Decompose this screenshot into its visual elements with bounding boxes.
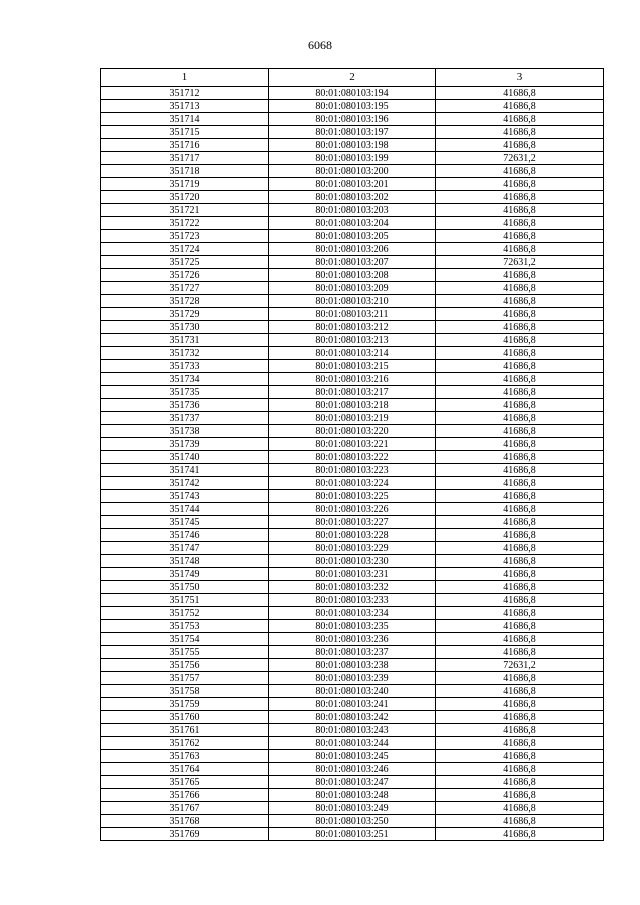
value-cell: 41686,8 [436, 685, 604, 698]
row-number-cell: 351729 [101, 308, 269, 321]
row-number-cell: 351757 [101, 672, 269, 685]
cadastral-number-cell: 80:01:080103:195 [269, 100, 436, 113]
row-number-cell: 351748 [101, 555, 269, 568]
cadastral-number-cell: 80:01:080103:204 [269, 217, 436, 230]
value-cell: 41686,8 [436, 464, 604, 477]
table-row [101, 295, 604, 308]
table-row [101, 581, 604, 594]
cadastral-number-cell: 80:01:080103:237 [269, 646, 436, 659]
value-cell: 41686,8 [436, 750, 604, 763]
row-number-cell: 351722 [101, 217, 269, 230]
cadastral-number-cell: 80:01:080103:220 [269, 425, 436, 438]
cadastral-number-cell: 80:01:080103:228 [269, 529, 436, 542]
table-row [101, 347, 604, 360]
value-cell: 41686,8 [436, 399, 604, 412]
table-row [101, 815, 604, 828]
row-number-cell: 351768 [101, 815, 269, 828]
row-number-cell: 351766 [101, 789, 269, 802]
cadastral-number-cell: 80:01:080103:251 [269, 828, 436, 841]
value-cell: 41686,8 [436, 620, 604, 633]
table-row [101, 308, 604, 321]
table-row [101, 646, 604, 659]
row-number-cell: 351740 [101, 451, 269, 464]
value-cell: 41686,8 [436, 425, 604, 438]
row-number-cell: 351751 [101, 594, 269, 607]
row-number-cell: 351728 [101, 295, 269, 308]
cadastral-number-cell: 80:01:080103:227 [269, 516, 436, 529]
value-cell: 41686,8 [436, 581, 604, 594]
cadastral-number-cell: 80:01:080103:205 [269, 230, 436, 243]
row-number-cell: 351724 [101, 243, 269, 256]
cadastral-number-cell: 80:01:080103:240 [269, 685, 436, 698]
table-row [101, 802, 604, 815]
cadastral-number-cell: 80:01:080103:249 [269, 802, 436, 815]
row-number-cell: 351737 [101, 412, 269, 425]
table-row [101, 425, 604, 438]
row-number-cell: 351716 [101, 139, 269, 152]
table-row [101, 568, 604, 581]
cadastral-number-cell: 80:01:080103:245 [269, 750, 436, 763]
column-header-2: 2 [269, 69, 436, 87]
table-row [101, 256, 604, 269]
cadastral-number-cell: 80:01:080103:222 [269, 451, 436, 464]
table-row [101, 633, 604, 646]
value-cell: 41686,8 [436, 711, 604, 724]
table-row [101, 698, 604, 711]
row-number-cell: 351720 [101, 191, 269, 204]
row-number-cell: 351742 [101, 477, 269, 490]
value-cell: 41686,8 [436, 165, 604, 178]
row-number-cell: 351764 [101, 763, 269, 776]
table-body [101, 87, 604, 841]
value-cell: 72631,2 [436, 256, 604, 269]
row-number-cell: 351759 [101, 698, 269, 711]
value-cell: 41686,8 [436, 737, 604, 750]
value-cell: 41686,8 [436, 334, 604, 347]
row-number-cell: 351730 [101, 321, 269, 334]
value-cell: 41686,8 [436, 477, 604, 490]
table-header [101, 69, 604, 87]
cadastral-number-cell: 80:01:080103:238 [269, 659, 436, 672]
value-cell: 41686,8 [436, 113, 604, 126]
cadastral-number-cell: 80:01:080103:197 [269, 126, 436, 139]
value-cell: 41686,8 [436, 386, 604, 399]
table-row [101, 659, 604, 672]
cadastral-number-cell: 80:01:080103:196 [269, 113, 436, 126]
value-cell: 41686,8 [436, 204, 604, 217]
data-table [100, 68, 604, 841]
row-number-cell: 351739 [101, 438, 269, 451]
cadastral-number-cell: 80:01:080103:213 [269, 334, 436, 347]
table-row [101, 100, 604, 113]
table-row [101, 438, 604, 451]
table-row [101, 464, 604, 477]
value-cell: 41686,8 [436, 828, 604, 841]
value-cell: 41686,8 [436, 126, 604, 139]
value-cell: 41686,8 [436, 672, 604, 685]
value-cell: 41686,8 [436, 607, 604, 620]
value-cell: 41686,8 [436, 243, 604, 256]
cadastral-number-cell: 80:01:080103:198 [269, 139, 436, 152]
cadastral-number-cell: 80:01:080103:239 [269, 672, 436, 685]
cadastral-number-cell: 80:01:080103:236 [269, 633, 436, 646]
table-row [101, 152, 604, 165]
table-row [101, 217, 604, 230]
table-row [101, 620, 604, 633]
cadastral-number-cell: 80:01:080103:215 [269, 360, 436, 373]
row-number-cell: 351715 [101, 126, 269, 139]
value-cell: 72631,2 [436, 659, 604, 672]
table-row [101, 516, 604, 529]
cadastral-number-cell: 80:01:080103:203 [269, 204, 436, 217]
cadastral-number-cell: 80:01:080103:247 [269, 776, 436, 789]
cadastral-number-cell: 80:01:080103:200 [269, 165, 436, 178]
cadastral-number-cell: 80:01:080103:232 [269, 581, 436, 594]
row-number-cell: 351747 [101, 542, 269, 555]
row-number-cell: 351756 [101, 659, 269, 672]
row-number-cell: 351763 [101, 750, 269, 763]
cadastral-number-cell: 80:01:080103:202 [269, 191, 436, 204]
table-row [101, 412, 604, 425]
cadastral-number-cell: 80:01:080103:234 [269, 607, 436, 620]
table-row [101, 178, 604, 191]
row-number-cell: 351758 [101, 685, 269, 698]
row-number-cell: 351712 [101, 87, 269, 100]
row-number-cell: 351753 [101, 620, 269, 633]
cadastral-number-cell: 80:01:080103:225 [269, 490, 436, 503]
table-row [101, 607, 604, 620]
row-number-cell: 351749 [101, 568, 269, 581]
value-cell: 41686,8 [436, 529, 604, 542]
table-row [101, 542, 604, 555]
table-row [101, 321, 604, 334]
cadastral-number-cell: 80:01:080103:212 [269, 321, 436, 334]
value-cell: 41686,8 [436, 763, 604, 776]
table-row [101, 230, 604, 243]
table-row [101, 139, 604, 152]
row-number-cell: 351745 [101, 516, 269, 529]
table-row [101, 750, 604, 763]
row-number-cell: 351719 [101, 178, 269, 191]
value-cell: 41686,8 [436, 217, 604, 230]
row-number-cell: 351717 [101, 152, 269, 165]
cadastral-number-cell: 80:01:080103:250 [269, 815, 436, 828]
cadastral-number-cell: 80:01:080103:224 [269, 477, 436, 490]
value-cell: 41686,8 [436, 412, 604, 425]
row-number-cell: 351769 [101, 828, 269, 841]
table-row [101, 165, 604, 178]
value-cell: 41686,8 [436, 139, 604, 152]
cadastral-number-cell: 80:01:080103:231 [269, 568, 436, 581]
column-header-1: 1 [101, 69, 269, 87]
value-cell: 41686,8 [436, 269, 604, 282]
cadastral-number-cell: 80:01:080103:194 [269, 87, 436, 100]
cadastral-number-cell: 80:01:080103:217 [269, 386, 436, 399]
cadastral-number-cell: 80:01:080103:216 [269, 373, 436, 386]
cadastral-number-cell: 80:01:080103:233 [269, 594, 436, 607]
table-row [101, 685, 604, 698]
table-row [101, 373, 604, 386]
value-cell: 41686,8 [436, 542, 604, 555]
row-number-cell: 351750 [101, 581, 269, 594]
table-row [101, 204, 604, 217]
value-cell: 41686,8 [436, 646, 604, 659]
cadastral-number-cell: 80:01:080103:207 [269, 256, 436, 269]
value-cell: 41686,8 [436, 451, 604, 464]
value-cell: 41686,8 [436, 347, 604, 360]
row-number-cell: 351735 [101, 386, 269, 399]
value-cell: 41686,8 [436, 815, 604, 828]
value-cell: 41686,8 [436, 789, 604, 802]
value-cell: 41686,8 [436, 633, 604, 646]
table-row [101, 269, 604, 282]
cadastral-number-cell: 80:01:080103:226 [269, 503, 436, 516]
cadastral-number-cell: 80:01:080103:208 [269, 269, 436, 282]
row-number-cell: 351738 [101, 425, 269, 438]
value-cell: 41686,8 [436, 490, 604, 503]
cadastral-number-cell: 80:01:080103:209 [269, 282, 436, 295]
row-number-cell: 351736 [101, 399, 269, 412]
value-cell: 41686,8 [436, 802, 604, 815]
table-row [101, 490, 604, 503]
value-cell: 41686,8 [436, 555, 604, 568]
value-cell: 41686,8 [436, 191, 604, 204]
row-number-cell: 351731 [101, 334, 269, 347]
cadastral-number-cell: 80:01:080103:241 [269, 698, 436, 711]
table-row [101, 724, 604, 737]
value-cell: 41686,8 [436, 308, 604, 321]
cadastral-number-cell: 80:01:080103:235 [269, 620, 436, 633]
row-number-cell: 351760 [101, 711, 269, 724]
value-cell: 41686,8 [436, 178, 604, 191]
row-number-cell: 351762 [101, 737, 269, 750]
value-cell: 41686,8 [436, 295, 604, 308]
row-number-cell: 351725 [101, 256, 269, 269]
value-cell: 41686,8 [436, 503, 604, 516]
value-cell: 41686,8 [436, 438, 604, 451]
cadastral-number-cell: 80:01:080103:246 [269, 763, 436, 776]
row-number-cell: 351741 [101, 464, 269, 477]
row-number-cell: 351721 [101, 204, 269, 217]
row-number-cell: 351732 [101, 347, 269, 360]
table-row [101, 243, 604, 256]
value-cell: 41686,8 [436, 87, 604, 100]
table-row [101, 503, 604, 516]
value-cell: 41686,8 [436, 321, 604, 334]
table-row [101, 763, 604, 776]
table-row [101, 451, 604, 464]
header-row [101, 69, 604, 87]
cadastral-number-cell: 80:01:080103:229 [269, 542, 436, 555]
cadastral-number-cell: 80:01:080103:230 [269, 555, 436, 568]
table-row [101, 334, 604, 347]
row-number-cell: 351744 [101, 503, 269, 516]
cadastral-number-cell: 80:01:080103:210 [269, 295, 436, 308]
table-row [101, 191, 604, 204]
table-row [101, 776, 604, 789]
row-number-cell: 351733 [101, 360, 269, 373]
table-row [101, 672, 604, 685]
value-cell: 41686,8 [436, 776, 604, 789]
cadastral-number-cell: 80:01:080103:223 [269, 464, 436, 477]
cadastral-number-cell: 80:01:080103:242 [269, 711, 436, 724]
table-row [101, 87, 604, 100]
row-number-cell: 351734 [101, 373, 269, 386]
page-number: 6068 [308, 38, 332, 52]
value-cell: 41686,8 [436, 100, 604, 113]
cadastral-number-cell: 80:01:080103:219 [269, 412, 436, 425]
row-number-cell: 351718 [101, 165, 269, 178]
value-cell: 72631,2 [436, 152, 604, 165]
table-row [101, 529, 604, 542]
cadastral-number-cell: 80:01:080103:248 [269, 789, 436, 802]
cadastral-number-cell: 80:01:080103:214 [269, 347, 436, 360]
cadastral-number-cell: 80:01:080103:201 [269, 178, 436, 191]
row-number-cell: 351765 [101, 776, 269, 789]
table-row [101, 126, 604, 139]
row-number-cell: 351743 [101, 490, 269, 503]
table-row [101, 789, 604, 802]
table-row [101, 711, 604, 724]
table-row [101, 594, 604, 607]
row-number-cell: 351713 [101, 100, 269, 113]
table-row [101, 737, 604, 750]
table-row [101, 828, 604, 841]
table-row [101, 282, 604, 295]
value-cell: 41686,8 [436, 698, 604, 711]
row-number-cell: 351746 [101, 529, 269, 542]
value-cell: 41686,8 [436, 568, 604, 581]
row-number-cell: 351754 [101, 633, 269, 646]
row-number-cell: 351767 [101, 802, 269, 815]
cadastral-number-cell: 80:01:080103:206 [269, 243, 436, 256]
table-row [101, 386, 604, 399]
cadastral-number-cell: 80:01:080103:243 [269, 724, 436, 737]
value-cell: 41686,8 [436, 360, 604, 373]
cadastral-number-cell: 80:01:080103:221 [269, 438, 436, 451]
row-number-cell: 351727 [101, 282, 269, 295]
table-row [101, 555, 604, 568]
value-cell: 41686,8 [436, 282, 604, 295]
column-header-3: 3 [436, 69, 604, 87]
value-cell: 41686,8 [436, 516, 604, 529]
row-number-cell: 351755 [101, 646, 269, 659]
table-row [101, 113, 604, 126]
cadastral-number-cell: 80:01:080103:199 [269, 152, 436, 165]
cadastral-number-cell: 80:01:080103:244 [269, 737, 436, 750]
row-number-cell: 351752 [101, 607, 269, 620]
cadastral-number-cell: 80:01:080103:218 [269, 399, 436, 412]
row-number-cell: 351714 [101, 113, 269, 126]
value-cell: 41686,8 [436, 230, 604, 243]
table-row [101, 477, 604, 490]
value-cell: 41686,8 [436, 594, 604, 607]
row-number-cell: 351723 [101, 230, 269, 243]
value-cell: 41686,8 [436, 724, 604, 737]
value-cell: 41686,8 [436, 373, 604, 386]
table-row [101, 399, 604, 412]
table-row [101, 360, 604, 373]
cadastral-number-cell: 80:01:080103:211 [269, 308, 436, 321]
row-number-cell: 351726 [101, 269, 269, 282]
row-number-cell: 351761 [101, 724, 269, 737]
